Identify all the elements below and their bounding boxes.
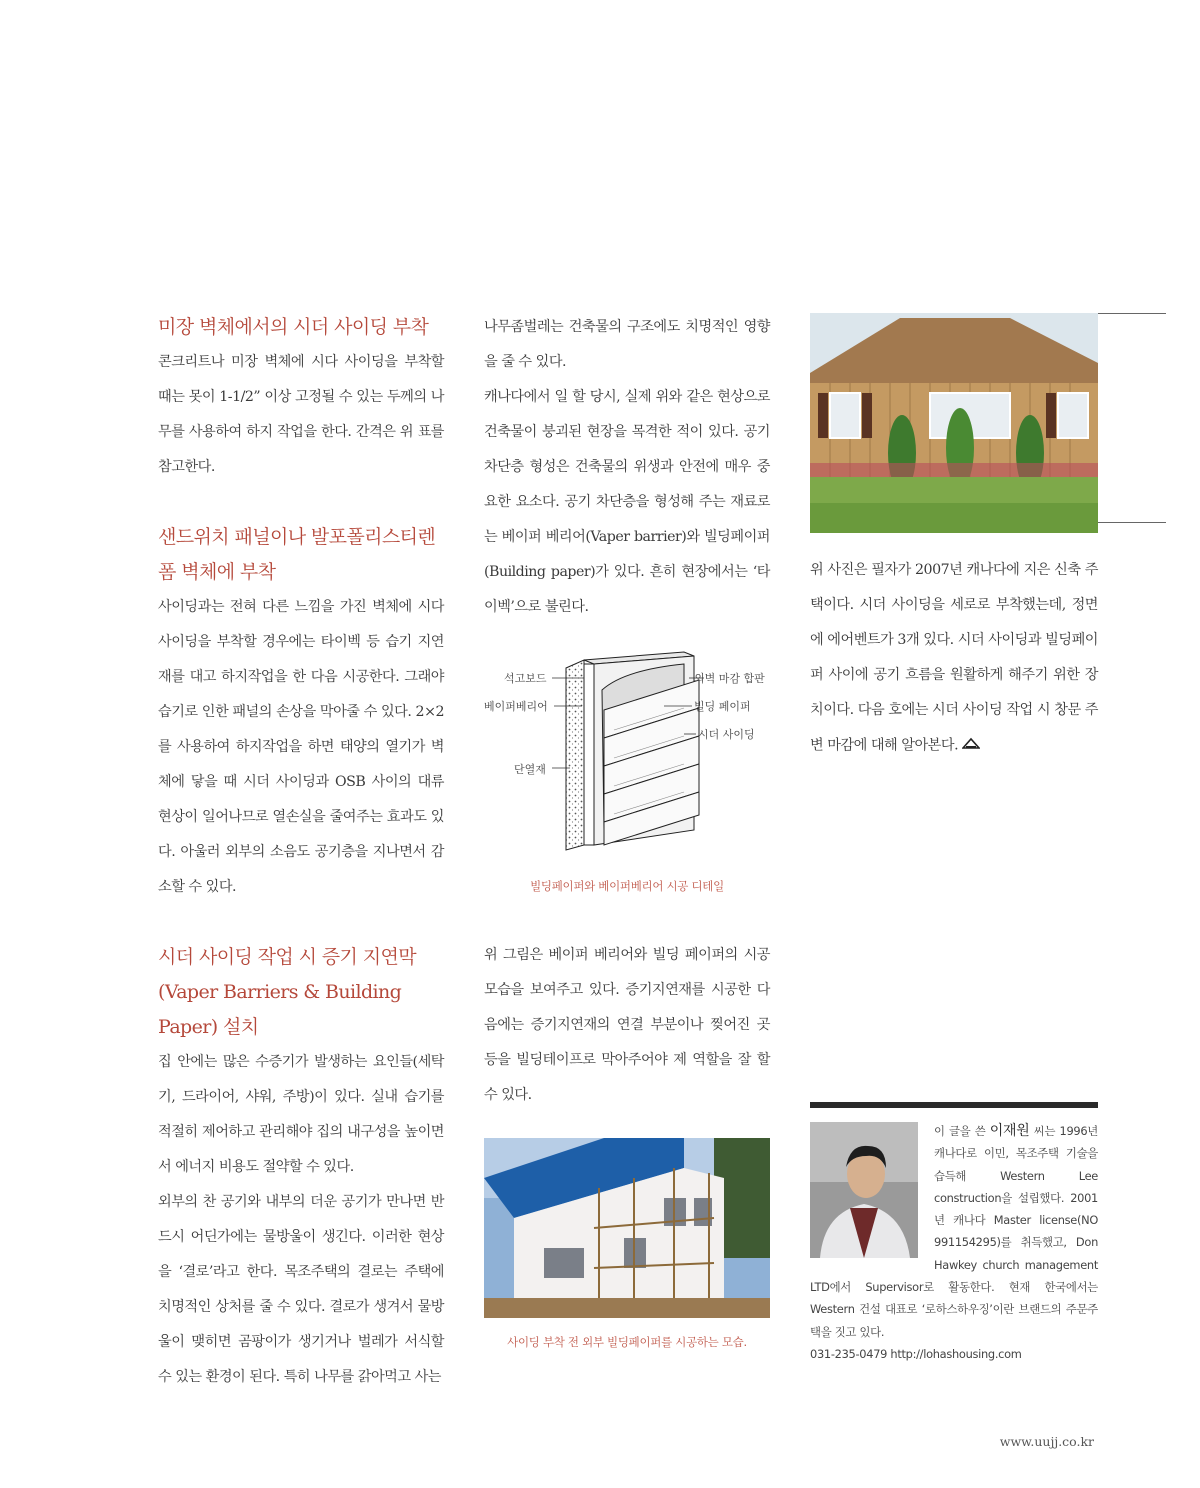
section-body-plaster: 콘크리트나 미장 벽체에 시다 사이딩을 부착할 때는 못이 1-1/2” 이상 고정될 수 있는 두께의 나무를 사용하여 하지 작업을 한다. 간격은 위 표를 참고한다.: [158, 354, 444, 475]
house-photo-drawing: [810, 313, 1098, 533]
bio-rule: [810, 1102, 1098, 1108]
paragraph-house-explain: [810, 553, 1098, 764]
column-left: [158, 310, 444, 1395]
construction-photo: [484, 1138, 770, 1318]
house-icon: [962, 728, 980, 763]
house-photo-rule-bottom: [1098, 522, 1166, 523]
column-right: [810, 553, 1098, 764]
label-cedar-siding: 시더 사이딩: [698, 728, 755, 741]
author-bio: [810, 1120, 1098, 1365]
diagram-caption: 빌딩페이퍼와 베이퍼베리어 시공 디테일: [530, 879, 724, 893]
section-body-vapor-1: 집 안에는 많은 수증기가 발생하는 요인들(세탁기, 드라이어, 샤워, 주방)이 있다. 실내 습기를 적절히 제어하고 관리해야 집의 내구성을 높이면서 에너지 비용도 절약할 수 있다.: [158, 1054, 444, 1175]
house-photo-rule-top: [1098, 313, 1166, 314]
bio-portrait-spacer: [810, 1120, 934, 1272]
bio-prefix: 이 글을 쓴: [934, 1124, 986, 1138]
paragraph-house-explain-text: 위 사진은 필자가 2007년 캐나다에 지은 신축 주택이다. 시더 사이딩을 세로로 부착했는데, 정면에 에어벤트가 3개 있다. 시더 사이딩과 빌딩페이퍼 사이에 공기 흐름을 원활하게 해주기 위한 장치이다. 다음 호에는 시더 사이딩 작업 시 창문 주변 마감에 대해 알아본다.: [810, 562, 1098, 754]
label-sheathing: 외벽 마감 합판: [694, 672, 765, 685]
label-gypsum: 석고보드: [504, 672, 547, 685]
house-photo: [810, 313, 1098, 533]
paragraph-woodworm: 나무좀벌레는 건축물의 구조에도 치명적인 영향을 줄 수 있다.: [484, 319, 770, 370]
label-insulation: 단열재: [514, 763, 546, 776]
author-name: 이재원: [989, 1123, 1030, 1139]
author-contact: 031-235-0479 http://lohashousing.com: [810, 1346, 1022, 1361]
paragraph-air-barrier: 캐나다에서 일 할 당시, 실제 위와 같은 현상으로 건축물이 붕괴된 현장을 목격한 적이 있다. 공기 차단층 형성은 건축물의 위생과 안전에 매우 중요한 요소다. 공기 차단층을 형성해 주는 재료로는 베이퍼 베리어(Vaper barrier)와 빌딩페이퍼(Building paper)가 있다. 흔히 현장에서는 ‘타이벡’으로 불린다.: [484, 389, 770, 615]
column-middle-bottom: [484, 938, 770, 1113]
paragraph-diagram-explain: 위 그림은 베이퍼 베리어와 빌딩 페이퍼의 시공 모습을 보여주고 있다. 증기지연재를 시공한 다음에는 증기지연재의 연결 부분이나 찢어진 곳 등을 빌딩테이프로 막아주어야 제 역할을 잘 할 수 있다.: [484, 947, 770, 1103]
bio-body: 씨는 1996년 캐나다로 이민, 목조주택 기술을 습득해 Western Lee construction을 설립했다. 2001년 캐나다 Master license(NO 991154295)를 취득했고, Don Hawkey church management LTD에서 Supervisor로 활동한다. 현재 한국에서는 Western 건설 대표로 ‘로하스하우징’이란 브랜드의 주문주택을 짓고 있다.: [810, 1124, 1098, 1339]
label-vapor-barrier: 베이퍼베리어: [484, 700, 548, 713]
section-heading-sandwich: 샌드위치 패널이나 발포폴리스티렌폼 벽체에 부착: [158, 526, 436, 583]
section-heading-vapor: 시더 사이딩 작업 시 증기 지연막 (Vaper Barriers & Building Paper) 설치: [158, 946, 417, 1038]
photo-caption: 사이딩 부착 전 외부 빌딩페이퍼를 시공하는 모습.: [507, 1335, 747, 1349]
wall-section-diagram: [484, 650, 774, 860]
section-heading-plaster: 미장 벽체에서의 시더 사이딩 부착: [158, 316, 429, 338]
column-middle-top: [484, 310, 770, 625]
footer-url: www.uujj.co.kr: [999, 1434, 1094, 1449]
author-bio-text: [810, 1120, 1098, 1343]
label-building-paper: 빌딩 페이퍼: [694, 700, 751, 713]
section-body-sandwich: 사이딩과는 전혀 다른 느낌을 가진 벽체에 시다 사이딩을 부착할 경우에는 타이벡 등 습기 지연재를 대고 하지작업을 한 다음 시공한다. 그래야 습기로 인한 패널의 손상을 막아줄 수 있다. 2×2를 사용하여 하지작업을 하면 태양의 열기가 벽체에 닿을 때 시더 사이딩과 OSB 사이의 대류 현상이 일어나므로 열손실을 줄여주는 효과도 있다. 아울러 외부의 소음도 공기층을 지나면서 감소할 수 있다.: [158, 599, 444, 895]
construction-photo-drawing: [484, 1138, 770, 1318]
section-body-vapor-2: 외부의 찬 공기와 내부의 더운 공기가 만나면 반드시 어딘가에는 물방울이 생긴다. 이러한 현상을 ‘결로’라고 한다. 목조주택의 결로는 주택에 치명적인 상처를 줄 수 있다. 결로가 생겨서 물방울이 맺히면 곰팡이가 생기거나 벌레가 서식할 수 있는 환경이 된다. 특히 나무를 갉아먹고 사는: [158, 1194, 444, 1385]
